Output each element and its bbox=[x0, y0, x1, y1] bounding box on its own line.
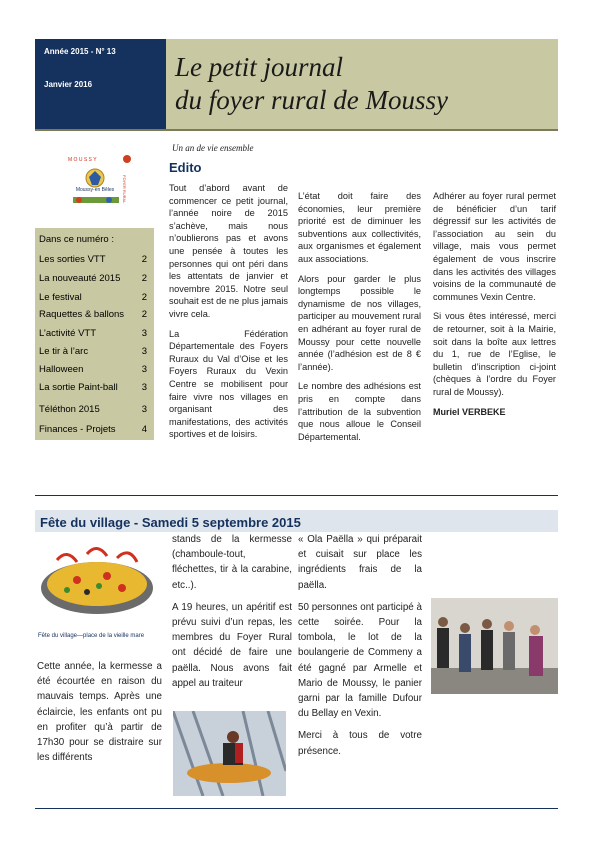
header-divider bbox=[35, 129, 558, 131]
toc-item[interactable] bbox=[39, 328, 151, 339]
section-divider bbox=[35, 495, 558, 496]
page-title-line1: Le petit journal bbox=[175, 52, 343, 82]
fete-paragraph: Merci à tous de votre présence. bbox=[298, 730, 422, 757]
toc-item[interactable] bbox=[39, 382, 151, 393]
toc-item-page: 2 bbox=[141, 273, 147, 284]
issue-date: Janvier 2016 bbox=[44, 80, 93, 89]
toc-heading: Dans ce numéro : bbox=[39, 234, 114, 245]
paella-photo bbox=[173, 711, 286, 796]
toc-item-label: La sortie Paint-ball bbox=[39, 382, 118, 393]
page-subtitle: Un an de vie ensemble bbox=[172, 143, 254, 153]
edito-paragraph: Alors pour garder le plus longtemps possible le dynamisme de nos villages, participer au mouvement rural en adhérant au foyer rural de Moussy pour cette nouvelle année (l’adhésion est de 8 € l’année). bbox=[298, 273, 421, 372]
toc-item[interactable] bbox=[39, 364, 151, 375]
toc-item-page: 3 bbox=[141, 382, 147, 393]
fete-column-3 bbox=[298, 532, 422, 766]
edito-paragraph: Adhérer au foyer rural permet de bénéficier d’un tarif dégressif sur les activités de l’association au sein du village, mais vous permet également de vous inscrire dans les activités des villages voisins de la communauté de communes Vexin Centre. bbox=[433, 191, 556, 302]
toc-item[interactable] bbox=[39, 309, 151, 320]
toc-item[interactable] bbox=[39, 292, 151, 303]
fete-column-1 bbox=[37, 659, 162, 772]
toc-item-page: 2 bbox=[141, 292, 147, 303]
toc-item-page: 2 bbox=[141, 309, 147, 320]
table-of-contents bbox=[35, 228, 154, 440]
image-caption: Fête du village—place de la vieille mare bbox=[38, 633, 145, 639]
toc-item-label: Téléthon 2015 bbox=[39, 404, 100, 415]
edito-column-3 bbox=[433, 190, 556, 418]
toc-item-page: 3 bbox=[141, 346, 147, 357]
svg-text:M O U S S Y: M O U S S Y bbox=[68, 157, 97, 163]
svg-text:FOYER RURAL: FOYER RURAL bbox=[122, 175, 127, 204]
toc-item-page: 4 bbox=[141, 424, 147, 435]
fete-paragraph: A 19 heures, un apéritif est prévu suivi d’un repas, les membres du Foyer Rural ont décidé de faire une paëlla. Nous avons fait appel au traiteur bbox=[172, 601, 292, 689]
page-bottom-rule bbox=[35, 808, 558, 809]
toc-item[interactable] bbox=[39, 254, 151, 265]
toc-item-page: 2 bbox=[141, 254, 147, 265]
edito-signature: Muriel VERBEKE bbox=[433, 406, 506, 417]
fete-heading: Fête du village - Samedi 5 septembre 2015 bbox=[40, 515, 301, 530]
edito-paragraph: La Fédération Départementale des Foyers Ruraux du Val d’Oise et les Foyers Ruraux du Vexin Centre se mobilisent pour faire vivre nos villages en organisant des manifestations, des activités sportives et de loisirs. bbox=[169, 328, 288, 440]
page-title-line2: du foyer rural de Moussy bbox=[175, 85, 448, 115]
toc-item-label: Raquettes & ballons bbox=[39, 309, 125, 320]
toc-item[interactable] bbox=[39, 273, 151, 284]
fete-column-2 bbox=[172, 532, 292, 698]
toc-item-label: L’activité VTT bbox=[39, 328, 97, 339]
toc-item-page: 3 bbox=[141, 364, 147, 375]
edito-paragraph: L’état doit faire des économies, leur première priorité est de diminuer les subventions aux collectivités, aux organismes et également aux associations. bbox=[298, 191, 421, 264]
fete-paragraph: « Ola Paëlla » qui préparait et cuisait sur place les ingrédients frais de la paëlla. bbox=[298, 534, 422, 591]
edito-paragraph: Le nombre des adhésions est pris en compte dans l’attribution de la subvention que nous alloue le Conseil Départemental. bbox=[298, 381, 421, 442]
toc-item-label: Finances - Projets bbox=[39, 424, 116, 435]
paella-illustration bbox=[37, 540, 157, 622]
toc-item-label: Les sorties VTT bbox=[39, 254, 106, 265]
toc-item[interactable] bbox=[39, 424, 151, 435]
edito-heading: Edito bbox=[169, 160, 202, 175]
edito-paragraph: Si vous êtes intéressé, merci de retourner, soit à la Mairie, soit dans la boîte aux lettres du 1, rue de l’Eglise, le bulletin d’inscription ci-joint (chèques à l’ordre du Foyer rural de Moussy). bbox=[433, 311, 556, 397]
toc-item-label: Halloween bbox=[39, 364, 84, 375]
toc-item-label: Le tir à l’arc bbox=[39, 346, 89, 357]
toc-item-page: 3 bbox=[141, 404, 147, 415]
issue-number: Année 2015 - N° 13 bbox=[44, 47, 116, 56]
edito-column-2 bbox=[298, 190, 421, 450]
logo-text: Moussy-en Bêles bbox=[75, 187, 115, 193]
fete-paragraph: Cette année, la kermesse a été écourtée en raison du mauvais temps. Après une éclaircie, les enfants ont pu en profiter qu’à partir de 17h30 pour se distraire sur les différents bbox=[37, 661, 162, 764]
toc-item[interactable] bbox=[39, 346, 151, 357]
edito-column-1 bbox=[169, 182, 288, 448]
toc-item-label: Le festival bbox=[39, 292, 82, 303]
toc-item-page: 3 bbox=[141, 328, 147, 339]
party-photo bbox=[431, 598, 558, 694]
association-logo bbox=[65, 151, 145, 209]
toc-item[interactable] bbox=[39, 404, 151, 415]
fete-paragraph: stands de la kermesse (chamboule-tout, fléchettes, tir à la carabine, etc..). bbox=[172, 534, 292, 591]
edito-paragraph: Tout d’abord avant de commencer ce petit journal, l’année noire de 2015 s’achève, mais nous n’oublierons pas et avons une pensée à toutes les personnes qui ont péri dans les attentats de janvier et novembre 2015. Notre seul souhait est de ne plus jamais vivre cela. bbox=[169, 183, 288, 319]
fete-paragraph: 50 personnes ont participé à cette soirée. Pour la tombola, le lot de la boulangerie de Commeny a été gagné par Armelle et Mario de Moussy, le panier garni par la famille Dufour du Bellay en Vexin. bbox=[298, 601, 422, 720]
toc-item-label: La nouveauté 2015 bbox=[39, 273, 121, 284]
